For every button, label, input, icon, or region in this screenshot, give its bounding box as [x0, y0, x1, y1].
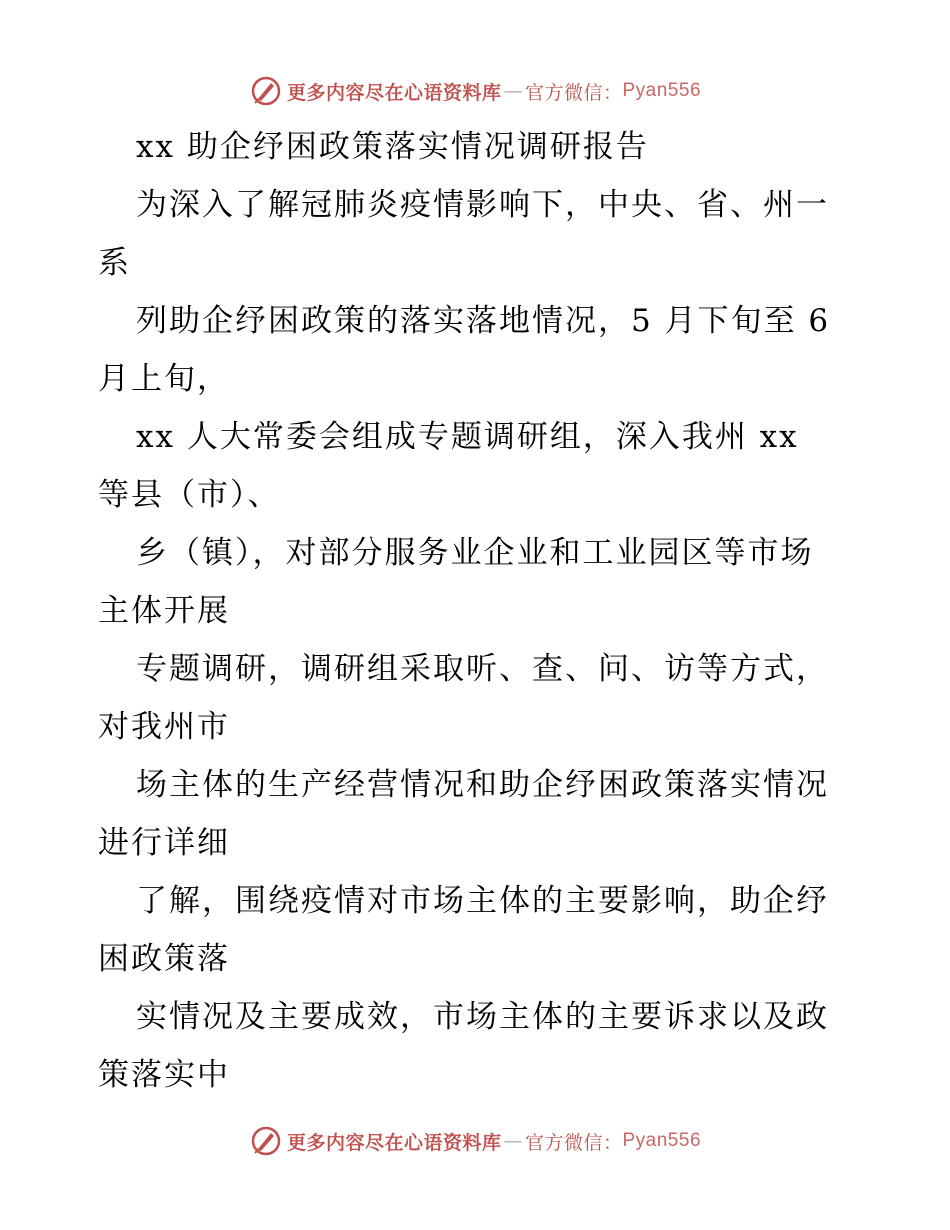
header-watermark-banner [0, 71, 950, 111]
document-title: xx 助企纾困政策落实情况调研报告 [136, 129, 649, 165]
banner-wechat-label: 官方微信： [524, 81, 623, 104]
text-line: 等县（市）、 [98, 477, 281, 513]
banner-main-text: 更多内容尽在心语资料库 [286, 81, 502, 104]
text-line: xx 人大常委会组成专题调研组，深入我州 xx [136, 419, 799, 455]
text-line: 了解，围绕疫情对市场主体的主要影响，助企纾 [136, 883, 829, 919]
text-line: 乡（镇），对部分服务业企业和工业园区等市场 [136, 535, 814, 571]
text-line: 主体开展 [98, 593, 230, 629]
text-line: 场主体的生产经营情况和助企纾困政策落实情况 [136, 767, 829, 803]
quill-logo-icon [249, 74, 283, 108]
banner-separator: — [503, 80, 523, 102]
text-line: 月上旬， [98, 361, 230, 397]
text-line: 进行详细 [98, 825, 230, 861]
quill-logo-icon [249, 1124, 283, 1158]
banner-wechat-label: 官方微信： [524, 1131, 623, 1154]
text-line: 专题调研，调研组采取听、查、问、访等方式， [136, 651, 829, 687]
text-line: 列助企纾困政策的落实落地情况，5 月下旬至 6 [136, 303, 831, 339]
document-body [98, 118, 858, 1104]
text-line: 策落实中 [98, 1057, 230, 1093]
text-line: 对我州市 [98, 709, 230, 745]
footer-watermark-banner [0, 1121, 950, 1161]
text-line: 困政策落 [98, 941, 230, 977]
text-line: 系 [98, 245, 131, 281]
banner-separator: — [503, 1130, 523, 1152]
text-line: 为深入了解冠肺炎疫情影响下，中央、省、州一 [136, 187, 829, 223]
text-line: 实情况及主要成效，市场主体的主要诉求以及政 [136, 999, 829, 1035]
banner-wechat-id: Pyan556 [622, 1130, 702, 1151]
banner-wechat-id: Pyan556 [622, 80, 702, 101]
banner-main-text: 更多内容尽在心语资料库 [286, 1131, 502, 1154]
